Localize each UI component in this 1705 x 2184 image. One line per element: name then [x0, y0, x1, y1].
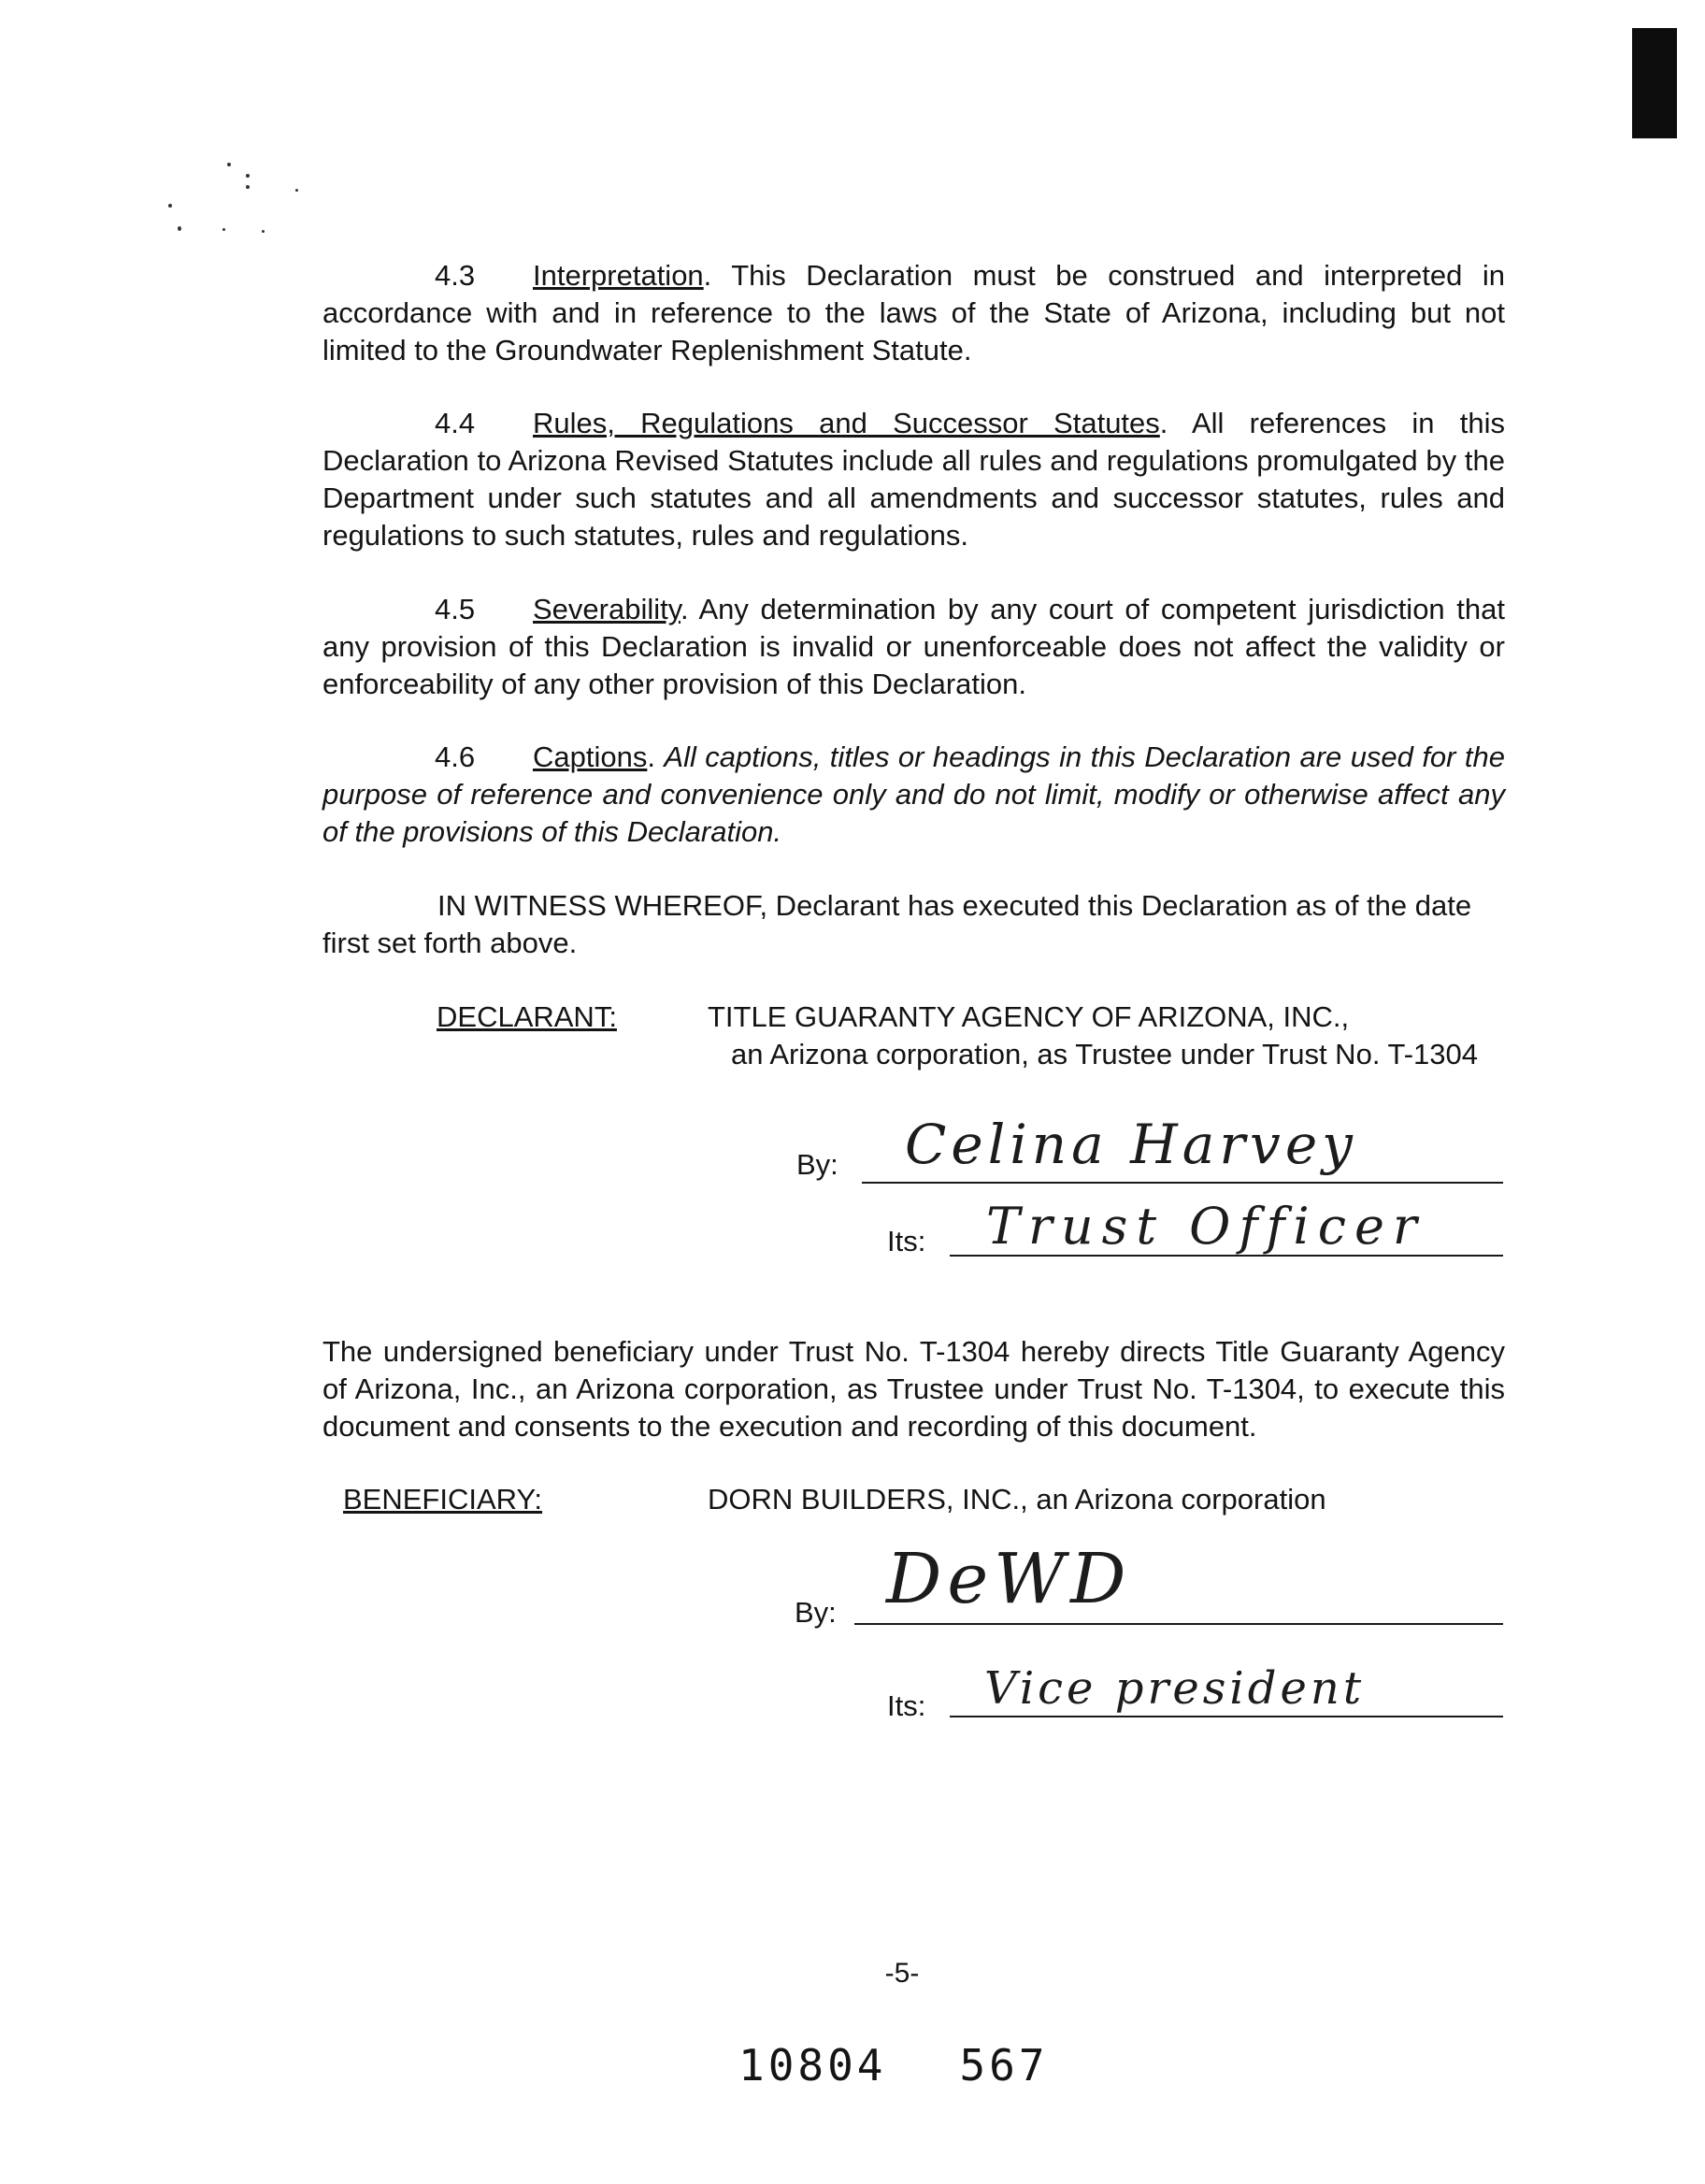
- scan-speck: [295, 189, 298, 192]
- section-body: All captions, titles or headings in this Declaration are used for the purpose of reference and convenience only and do not limit, modify or otherwise affect any of the provisions of this Declaration.: [322, 740, 1505, 848]
- section-body: This Declaration must be construed and interpreted in accordance with and in reference to the laws of the State of Arizona, including but not limited to the Groundwater Replenishment Statute.: [322, 259, 1505, 366]
- section-4-5: 4.5 Severability. Any determination by any court of competent jurisdiction that any provision of this Declaration is invalid or unenforceable does not affect the validity or enforceability of any other provision of this Declaration.: [322, 593, 1505, 700]
- recording-number: [738, 2040, 1049, 2091]
- scan-speck: [262, 230, 265, 233]
- beneficiary-by-line: [854, 1623, 1503, 1625]
- scan-speck: [168, 204, 172, 208]
- section-4-4: 4.4 Rules, Regulations and Successor Statutes. All references in this Declaration to Arizona Revised Statutes include all rules and regulations promulgated by the Department under such statutes and all amendments and successor statutes, rules and regulations to such statutes, rules and regulations.: [322, 407, 1505, 552]
- section-number: 4.5: [435, 593, 476, 625]
- declarant-by-line: [862, 1182, 1503, 1184]
- section-body: Any determination by any court of competent jurisdiction that any provision of this Declaration is invalid or unenforceable does not affect the validity or enforceability of any other provision of this Declaration.: [322, 593, 1505, 700]
- scan-speck: [246, 174, 250, 178]
- declarant-name: TITLE GUARANTY AGENCY OF ARIZONA, INC.,: [708, 1000, 1350, 1033]
- witness-clause: [322, 887, 1505, 962]
- section-heading: Severability: [533, 593, 681, 625]
- section-heading: Interpretation: [533, 259, 704, 292]
- scan-speck: [246, 185, 250, 189]
- beneficiary-name: DORN BUILDERS, INC., an Arizona corporation: [708, 1483, 1326, 1516]
- beneficiary-its-label: Its:: [887, 1689, 926, 1722]
- scan-edge-mark: [1632, 28, 1677, 138]
- scan-speck: [222, 228, 225, 231]
- beneficiary-by-label: By:: [795, 1596, 837, 1629]
- section-4-3: 4.3 Interpretation. This Declaration must be construed and interpreted in accordance with and in reference to the laws of the State of Arizona, including but not limited to the Groundwater Replenishment Statute.: [322, 259, 1505, 366]
- section-heading: Rules, Regulations and Successor Statutes: [533, 407, 1160, 439]
- beneficiary-its-line: [950, 1716, 1503, 1717]
- section-4-6: 4.6 Captions. All captions, titles or headings in this Declaration are used for the purpose of reference and convenience only and do not limit, modify or otherwise affect any of the provisions of this Declaration.: [322, 740, 1505, 848]
- beneficiary-label: BENEFICIARY:: [343, 1483, 543, 1516]
- page-number: -5-: [884, 1958, 920, 1989]
- beneficiary-signature: DeWD: [886, 1539, 1132, 1619]
- section-number: 4.3: [435, 259, 476, 292]
- section-number: 4.4: [435, 407, 476, 439]
- section-heading: Captions: [533, 740, 648, 773]
- declarant-its-label: Its:: [887, 1225, 926, 1257]
- recording-book: 10804: [738, 2040, 887, 2091]
- declarant-label: DECLARANT:: [437, 1000, 617, 1033]
- beneficiary-direction-text: The undersigned beneficiary under Trust No. T-1304 hereby directs Title Guaranty Agency of Arizona, Inc., an Arizona corporation, as Trustee under Trust No. T-1304, to execute this document and consents to the execution and recording of this document.: [322, 1335, 1505, 1443]
- scan-speck: [227, 163, 231, 166]
- declarant-signature: Celina Harvey: [905, 1113, 1357, 1176]
- beneficiary-direction: [322, 1333, 1505, 1445]
- section-number: 4.6: [435, 740, 476, 773]
- declarant-title-handwritten: Trust Officer: [986, 1197, 1426, 1256]
- recording-page: 567: [959, 2040, 1049, 2091]
- section-body: All references in this Declaration to Arizona Revised Statutes include all rules and regulations promulgated by the Department under such statutes and all amendments and successor statutes, rules and regulations to such statutes, rules and regulations.: [322, 407, 1505, 552]
- beneficiary-title-handwritten: Vice president: [984, 1662, 1366, 1715]
- witness-clause-text: IN WITNESS WHEREOF, Declarant has executed this Declaration as of the date first set forth above.: [322, 889, 1472, 959]
- scan-speck: [178, 226, 181, 231]
- declarant-description: an Arizona corporation, as Trustee under Trust No. T-1304: [731, 1038, 1478, 1070]
- declarant-by-label: By:: [796, 1148, 838, 1181]
